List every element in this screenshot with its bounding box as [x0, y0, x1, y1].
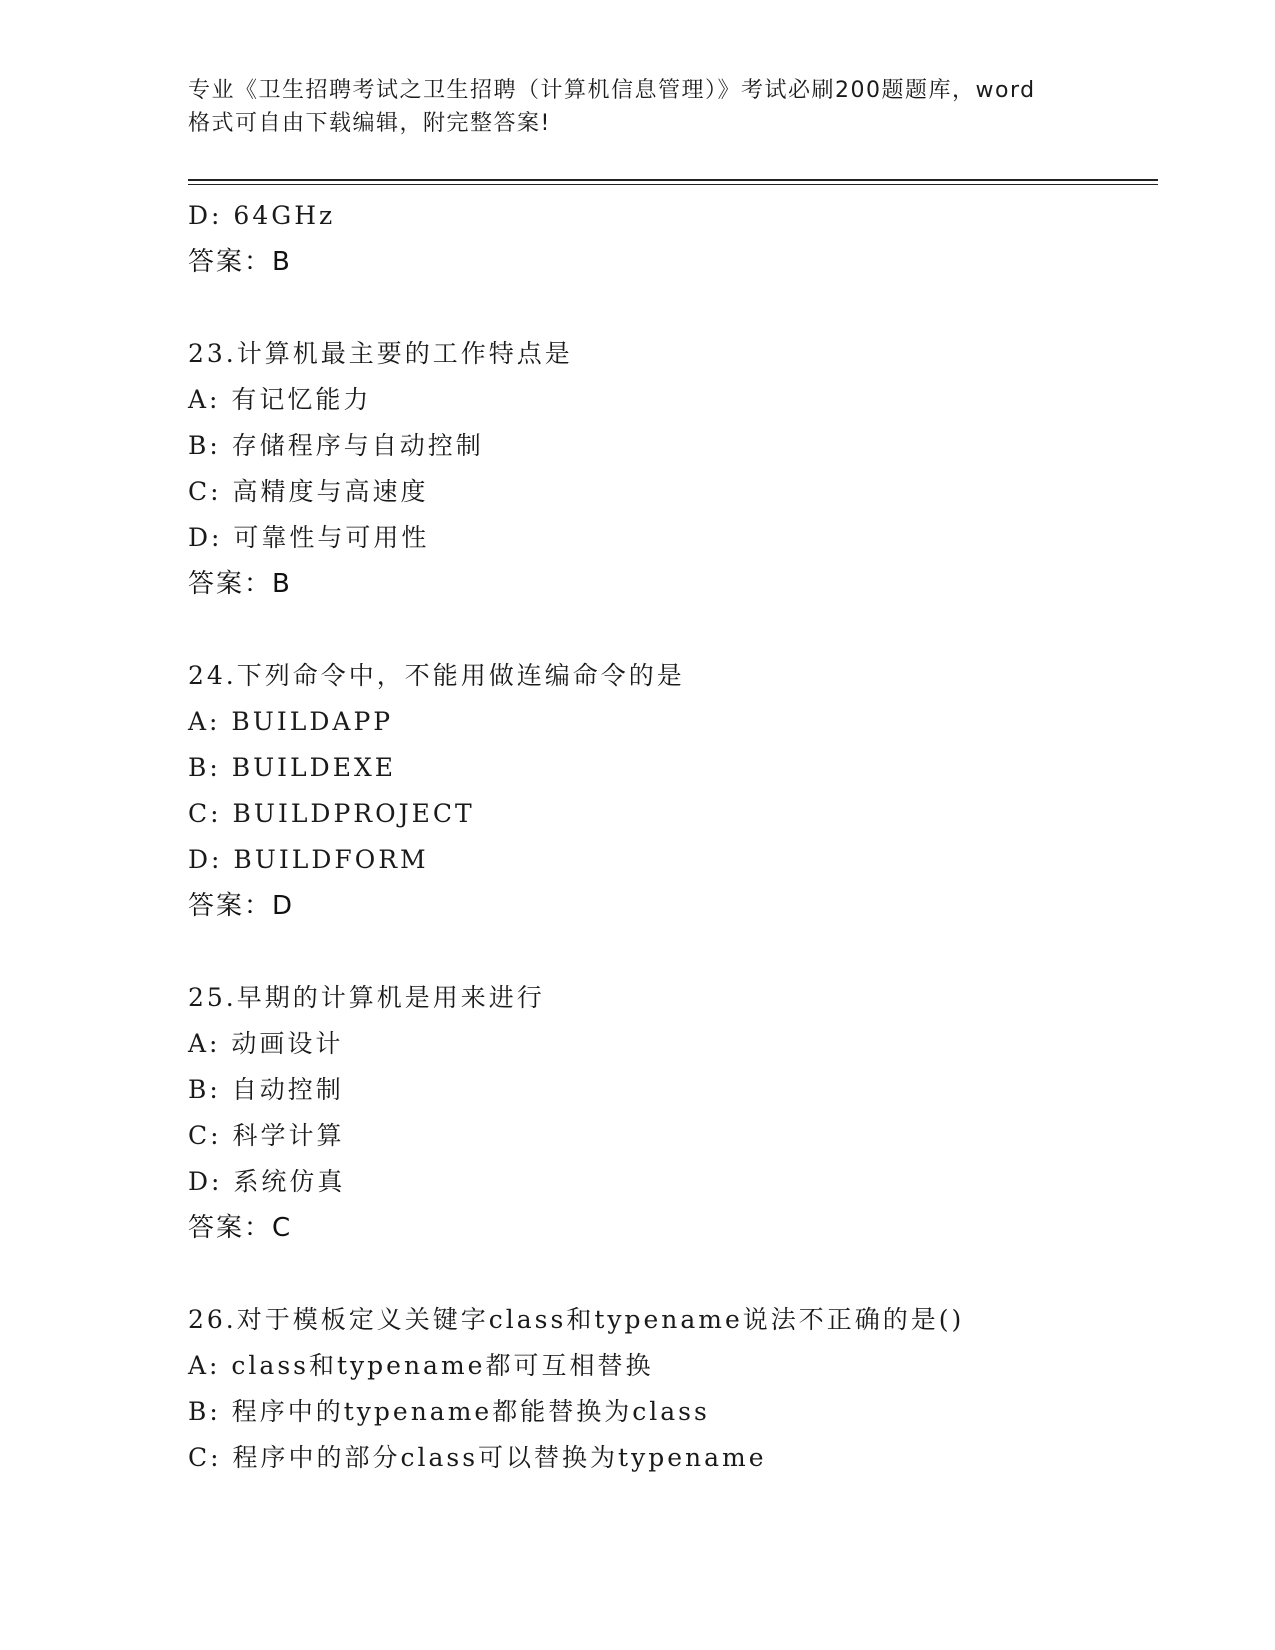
option-b: B: 自动控制 — [188, 1075, 344, 1104]
question-stem: 26.对于模板定义关键字class和typename说法不正确的是() — [188, 1305, 965, 1334]
option-a: A: 有记忆能力 — [188, 385, 372, 414]
option-d: D: 可靠性与可用性 — [188, 523, 430, 552]
question-22-tail — [188, 193, 1158, 285]
question-24 — [188, 653, 1158, 929]
header-title-line-2: 格式可自由下载编辑，附完整答案! — [188, 111, 551, 136]
header-divider-thin — [188, 184, 1158, 185]
option-d: D: 64GHz — [188, 201, 336, 230]
header-title-line-1: 专业《卫生招聘考试之卫生招聘（计算机信息管理）》考试必刷200题题库，word — [188, 78, 1036, 103]
option-c: C: 科学计算 — [188, 1121, 345, 1150]
option-b: B: 程序中的typename都能替换为class — [188, 1397, 710, 1426]
document-header — [188, 74, 1088, 140]
spacer — [188, 285, 1158, 331]
question-list — [188, 193, 1158, 1481]
option-b: B: 存储程序与自动控制 — [188, 431, 484, 460]
option-a: A: BUILDAPP — [188, 707, 394, 736]
answer-line: 答案：D — [188, 891, 295, 921]
answer-line: 答案：C — [188, 1213, 293, 1243]
header-divider-thick — [188, 179, 1158, 181]
option-a: A: 动画设计 — [188, 1029, 344, 1058]
question-26 — [188, 1297, 1158, 1481]
option-c: C: 程序中的部分class可以替换为typename — [188, 1443, 767, 1472]
option-c: C: 高精度与高速度 — [188, 477, 429, 506]
question-23 — [188, 331, 1158, 607]
option-b: B: BUILDEXE — [188, 753, 396, 782]
answer-line: 答案：B — [188, 247, 292, 277]
spacer — [188, 607, 1158, 653]
question-stem: 25.早期的计算机是用来进行 — [188, 983, 545, 1012]
answer-line: 答案：B — [188, 569, 292, 599]
spacer — [188, 1251, 1158, 1297]
option-d: D: BUILDFORM — [188, 845, 429, 874]
option-c: C: BUILDPROJECT — [188, 799, 475, 828]
question-stem: 24.下列命令中，不能用做连编命令的是 — [188, 661, 685, 690]
option-d: D: 系统仿真 — [188, 1167, 346, 1196]
spacer — [188, 929, 1158, 975]
question-stem: 23.计算机最主要的工作特点是 — [188, 339, 573, 368]
option-a: A: class和typename都可互相替换 — [188, 1351, 654, 1380]
question-25 — [188, 975, 1158, 1251]
